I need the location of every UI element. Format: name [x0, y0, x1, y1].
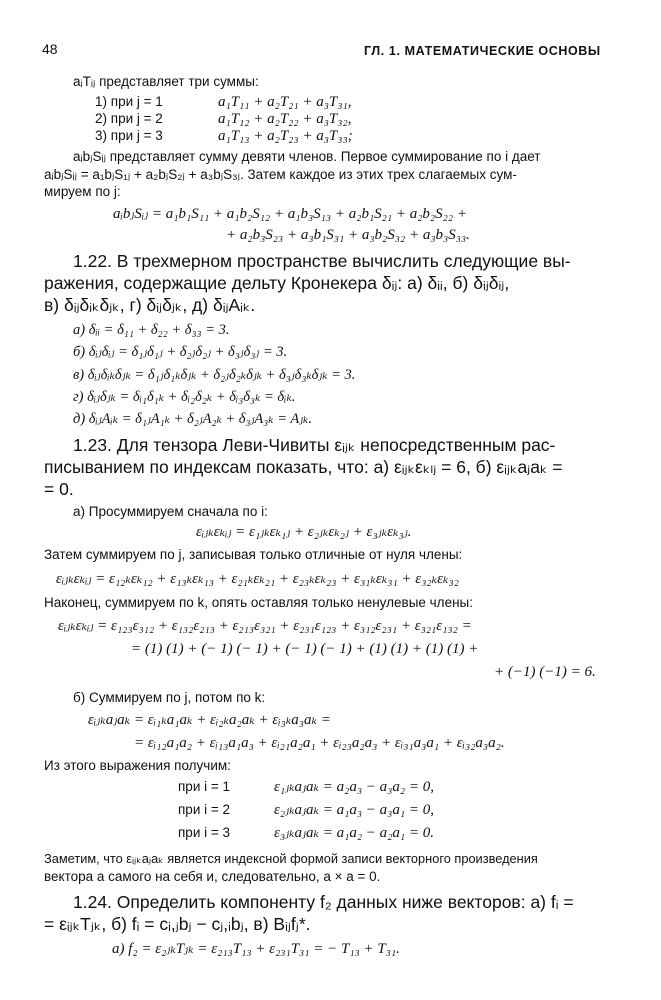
text-line: Затем суммируем по j, записывая только отличные от нуля члены: — [44, 547, 463, 562]
text-line: aᵢbⱼSᵢⱼ = a₁bⱼS₁ⱼ + a₂bⱼS₂ⱼ + a₃bⱼS₃ⱼ. Затем каждое из этих трех слагаемых сум- — [44, 167, 517, 182]
text-line: Из этого выражения получим: — [44, 758, 231, 773]
equation: ε₂ⱼₖaⱼaₖ = a₁a₃ − a₃a₁ = 0, — [274, 802, 434, 818]
text-line: Заметим, что εᵢⱼₖaⱼaₖ является индексной формой записи векторного произведения — [44, 851, 538, 866]
solution-line: в) δᵢⱼδᵢₖδⱼₖ = δ₁ⱼδ₁ₖδⱼₖ + δ₂ⱼδ₂ₖδⱼₖ + δ₃ⱼδ₃ₖδⱼₖ = 3. — [73, 367, 356, 383]
problem-1-23-line: = 0. — [44, 479, 74, 499]
solution-line: а) δᵢᵢ = δ₁₁ + δ₂₂ + δ₃₃ = 3. — [73, 322, 230, 338]
problem-1-22-line: в) δᵢⱼδᵢₖδⱼₖ, г) δᵢⱼδⱼₖ, д) δᵢⱼAᵢₖ. — [44, 295, 256, 315]
text-line: а) Просуммируем сначала по i: — [73, 504, 268, 519]
problem-1-22-line: ражения, содержащие дельту Кронекера δᵢⱼ: а) δᵢᵢ, б) δᵢⱼδᵢⱼ, — [44, 273, 510, 293]
text-line: Наконец, суммируем по k, опять оставляя только ненулевые члены: — [44, 595, 473, 610]
case-label: 2) при j = 2 — [95, 111, 163, 126]
case-label: при i = 1 — [178, 779, 231, 794]
case-label: при i = 2 — [178, 802, 231, 817]
equation: = (1) (1) + (− 1) (− 1) + (− 1) (− 1) + (1) (1) + (1) (1) + — [131, 641, 479, 657]
solution-line: д) δᵢⱼAᵢₖ = δ₁ⱼA₁ₖ + δ₂ⱼA₂ₖ + δ₃ⱼA₃ₖ = Aⱼₖ. — [73, 411, 312, 427]
equation: ε₁ⱼₖaⱼaₖ = a₂a₃ − a₃a₂ = 0, — [274, 779, 434, 795]
equation: a₁T₁₁ + a₂T₂₁ + a₃T₃₁, — [218, 94, 352, 110]
equation: a₁T₁₃ + a₂T₂₃ + a₃T₃₃; — [218, 128, 353, 144]
page-number: 48 — [42, 41, 58, 57]
problem-1-24-line: = εᵢⱼₖTⱼₖ, б) fᵢ = cᵢ,ⱼbⱼ − cⱼ,ᵢbⱼ, в) Bᵢⱼfⱼ*. — [44, 914, 311, 934]
solution-line: б) δᵢⱼδᵢⱼ = δ₁ⱼδ₁ⱼ + δ₂ⱼδ₂ⱼ + δ₃ⱼδ₃ⱼ = 3. — [73, 344, 288, 360]
problem-1-24-line: 1.24. Определить компоненту f₂ данных ниже векторов: а) fᵢ = — [73, 892, 574, 912]
equation: + a₂b₃S₂₃ + a₃b₁S₃₁ + a₃b₂S₃₂ + a₃b₃S₃₃. — [226, 227, 470, 243]
case-label: 3) при j = 3 — [95, 128, 163, 143]
text-line: aᵢbⱼSᵢⱼ представляет сумму девяти членов. Первое суммирование по i дает — [73, 149, 541, 164]
case-label: при i = 3 — [178, 825, 231, 840]
equation: + (−1) (−1) = 6. — [494, 664, 596, 680]
equation: а) f₂ = ε₂ⱼₖTⱼₖ = ε₂₁₃T₁₃ + ε₂₃₁T₃₁ = − T₁₃ + T₃₁. — [112, 941, 400, 957]
equation: εᵢⱼₖaⱼaₖ = εᵢ₁ₖa₁aₖ + εᵢ₂ₖa₂aₖ + εᵢ₃ₖa₃aₖ = — [88, 712, 331, 728]
equation: εᵢⱼₖεₖᵢⱼ = ε₁₂ₖεₖ₁₂ + ε₁₃ₖεₖ₁₃ + ε₂₁ₖεₖ₂₁ + ε₂₃ₖεₖ₂₃ + ε₃₁ₖεₖ₃₁ + ε₃₂ₖεₖ₃₂ — [56, 571, 459, 587]
text-line: б) Суммируем по j, потом по k: — [73, 690, 266, 705]
problem-1-22-line: 1.22. В трехмерном пространстве вычислить следующие вы- — [73, 251, 571, 271]
equation: εᵢⱼₖεₖᵢⱼ = ε₁ⱼₖεₖ₁ⱼ + ε₂ⱼₖεₖ₂ⱼ + ε₃ⱼₖεₖ₃ⱼ. — [196, 524, 412, 540]
running-header: ГЛ. 1. МАТЕМАТИЧЕСКИЕ ОСНОВЫ — [364, 44, 601, 58]
problem-1-23-line: писыванием по индексам показать, что: а) εᵢⱼₖεₖₗⱼ = 6, б) εᵢⱼₖaⱼaₖ = — [44, 457, 563, 477]
text-line: мируем по j: — [44, 184, 121, 199]
equation: ε₃ⱼₖaⱼaₖ = a₁a₂ − a₂a₁ = 0. — [274, 825, 434, 841]
case-label: 1) при j = 1 — [95, 94, 163, 109]
equation: = εᵢ₁₂a₁a₂ + εᵢ₁₃a₁a₃ + εᵢ₂₁a₂a₁ + εᵢ₂₃a₂a₃ + εᵢ₃₁a₃a₁ + εᵢ₃₂a₃a₂. — [134, 735, 505, 751]
equation: εᵢⱼₖεₖᵢⱼ = ε₁₂₃ε₃₁₂ + ε₁₃₂ε₂₁₃ + ε₂₁₃ε₃₂₁ + ε₂₃₁ε₁₂₃ + ε₃₁₂ε₂₃₁ + ε₃₂₁ε₁₃₂ = — [58, 618, 472, 634]
text-line: вектора a самого на себя и, следовательно, a × a = 0. — [44, 869, 381, 884]
equation: aᵢbⱼSᵢⱼ = a₁b₁S₁₁ + a₁b₂S₁₂ + a₁b₃S₁₃ + a₂b₁S₂₁ + a₂b₂S₂₂ + — [113, 206, 467, 222]
solution-line: г) δᵢⱼδⱼₖ = δᵢ₁δ₁ₖ + δᵢ₂δ₂ₖ + δᵢ₃δ₃ₖ = δᵢₖ. — [73, 389, 296, 405]
problem-1-23-line: 1.23. Для тензора Леви-Чивиты εᵢⱼₖ непосредственным рас- — [73, 435, 556, 455]
text-line: aᵢTᵢⱼ представляет три суммы: — [73, 74, 259, 89]
equation: a₁T₁₂ + a₂T₂₂ + a₃T₃₂, — [218, 111, 352, 127]
